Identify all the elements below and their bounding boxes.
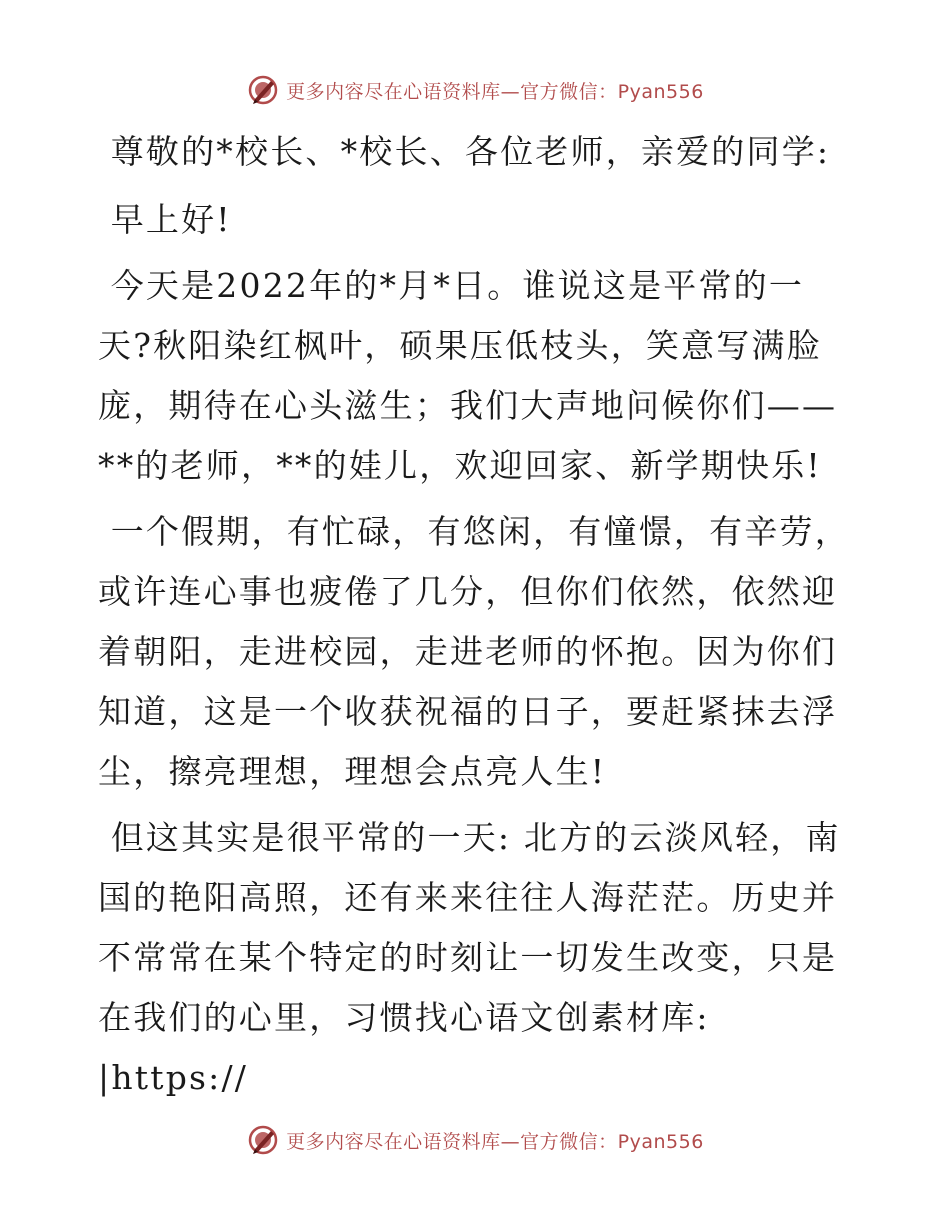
paragraph-1: 今天是2022年的*月*日。谁说这是平常的一天?秋阳染红枫叶，硕果压低枝头，笑意写满脸庞，期待在心头滋生；我们大声地问候你们——**的老师，**的娃儿，欢迎回家、新学期快乐! [98, 266, 838, 485]
header-banner-text: 更多内容尽在心语资料库—官方微信：Pyan556 [286, 80, 704, 103]
salutation: 尊敬的*校长、*校长、各位老师，亲爱的同学: [98, 132, 831, 171]
paragraph-3: 但这其实是很平常的一天: 北方的云淡风轻，南国的艳阳高照，还有来来往往人海茫茫。历史并不常常在某个特定的时刻让一切发生改变，只是在我们的心里，习惯找心语文创素材库: |https:// [98, 818, 841, 1097]
greeting: 早上好! [98, 200, 232, 239]
pen-logo-icon [246, 1123, 280, 1157]
pen-logo-icon [246, 73, 280, 107]
footer-banner-text: 更多内容尽在心语资料库—官方微信：Pyan556 [286, 1130, 704, 1153]
document-body [98, 122, 858, 1108]
header-banner [0, 70, 950, 110]
footer-banner [0, 1120, 950, 1160]
paragraph-2: 一个假期，有忙碌，有悠闲，有憧憬，有辛劳，或许连心事也疲倦了几分，但你们依然，依然迎着朝阳，走进校园，走进老师的怀抱。因为你们知道，这是一个收获祝福的日子，要赶紧抹去浮尘，擦亮理想，理想会点亮人生! [98, 512, 850, 791]
